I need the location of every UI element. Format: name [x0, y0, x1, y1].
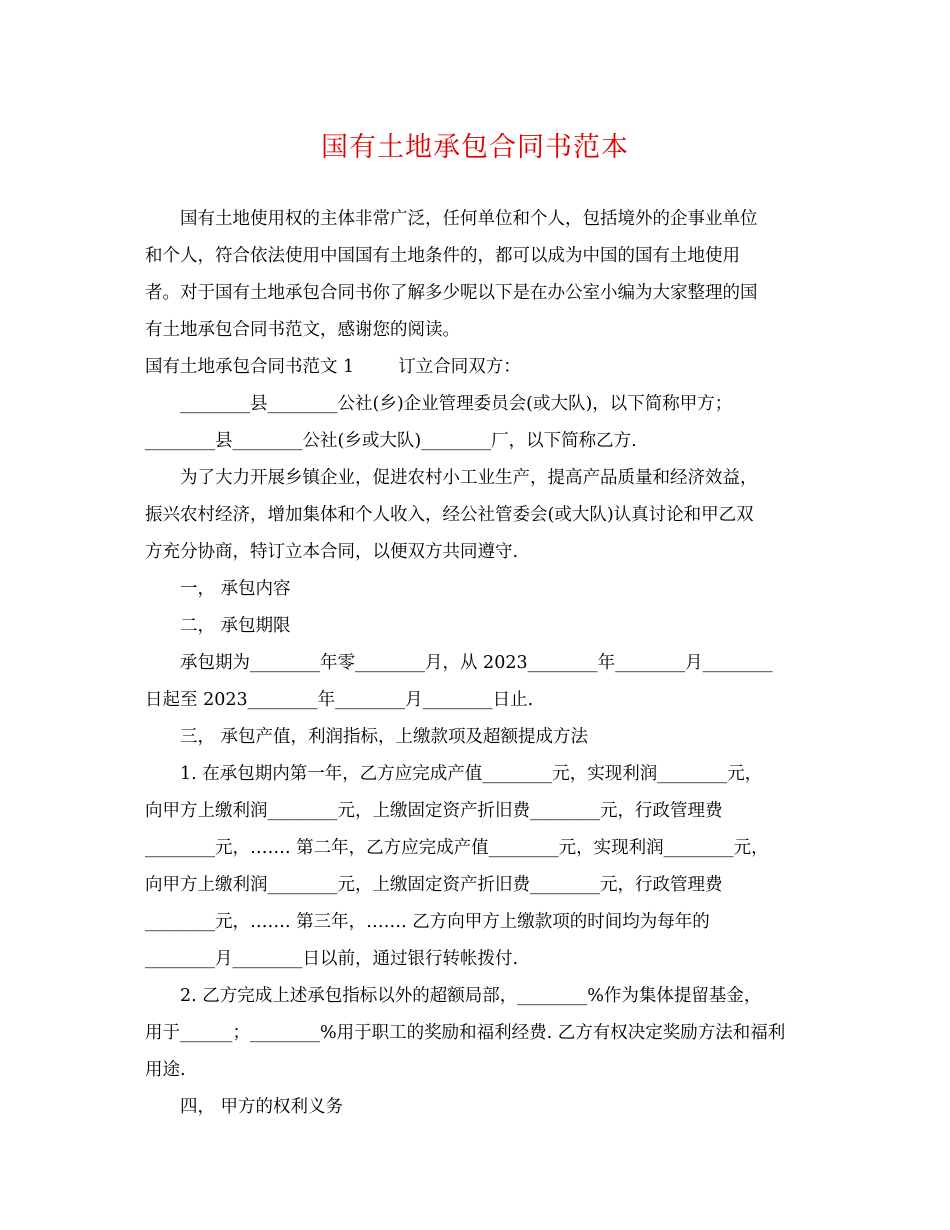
paragraph-line: ________元，……. 第三年，……. 乙方向甲方上缴款项的时间均为每年的 [145, 912, 710, 932]
paragraph-line: ________元，……. 第二年，乙方应完成产值________元，实现利润________元， [145, 838, 769, 858]
paragraph-line: 者。对于国有土地承包合同书你了解多少呢以下是在办公室小编为大家整理的国 [145, 283, 758, 303]
paragraph-line: 1. 在承包期内第一年，乙方应完成产值________元，实现利润________元， [145, 764, 763, 784]
paragraph-line: 用于______；________%用于职工的奖励和福利经费. 乙方有权决定奖励方法和福利 [145, 1023, 786, 1043]
paragraph-line: 有土地承包合同书范文，感谢您的阅读。 [145, 320, 460, 340]
paragraph-line: 2. 乙方完成上述承包指标以外的超额局部，________%作为集体提留基金， [145, 986, 762, 1006]
paragraph-line: ________月________日以前，通过银行转帐拨付. [145, 949, 519, 969]
clause-heading: 二， 承包期限 [145, 616, 291, 636]
clause-heading: 三， 承包产值，利润指标，上缴款项及超额提成方法 [145, 727, 589, 747]
section-heading-line [145, 354, 815, 380]
paragraph-line: 用途. [145, 1060, 186, 1080]
contract-parties-label: 订立合同双方： [398, 357, 521, 377]
section-title: 国有土地承包合同书范文 1 [145, 357, 355, 377]
clause-heading: 一， 承包内容 [145, 579, 291, 599]
document-title: 国有土地承包合同书范本 [321, 132, 629, 163]
paragraph-line: 振兴农村经济，增加集体和个人收入，经公社管委会(或大队)认真讨论和甲乙双 [145, 505, 754, 525]
paragraph-line: 为了大力开展乡镇企业，促进农村小工业生产，提高产品质量和经济效益， [145, 468, 758, 488]
paragraph-line: 国有土地使用权的主体非常广泛，任何单位和个人，包括境外的企事业单位 [145, 209, 758, 229]
paragraph-line: 日起至 2023________年________月________日止. [145, 690, 534, 710]
paragraph-line: 承包期为________年零________月，从 2023________年________月________ [145, 653, 773, 673]
paragraph-line: 向甲方上缴利润________元，上缴固定资产折旧费________元，行政管理费 [145, 801, 723, 821]
clause-heading: 四， 甲方的权利义务 [145, 1097, 344, 1117]
paragraph-line: ________县________公社(乡)企业管理委员会(或大队)，以下简称甲方； [145, 394, 733, 414]
paragraph-line: 向甲方上缴利润________元，上缴固定资产折旧费________元，行政管理费 [145, 875, 723, 895]
paragraph-line: 方充分协商，特订立本合同，以便双方共同遵守. [145, 542, 519, 562]
paragraph-line: 和个人，符合依法使用中国国有土地条件的，都可以成为中国的国有土地使用 [145, 246, 740, 266]
paragraph-line: ________县________公社(乡或大队)________厂，以下简称乙方. [145, 431, 637, 451]
